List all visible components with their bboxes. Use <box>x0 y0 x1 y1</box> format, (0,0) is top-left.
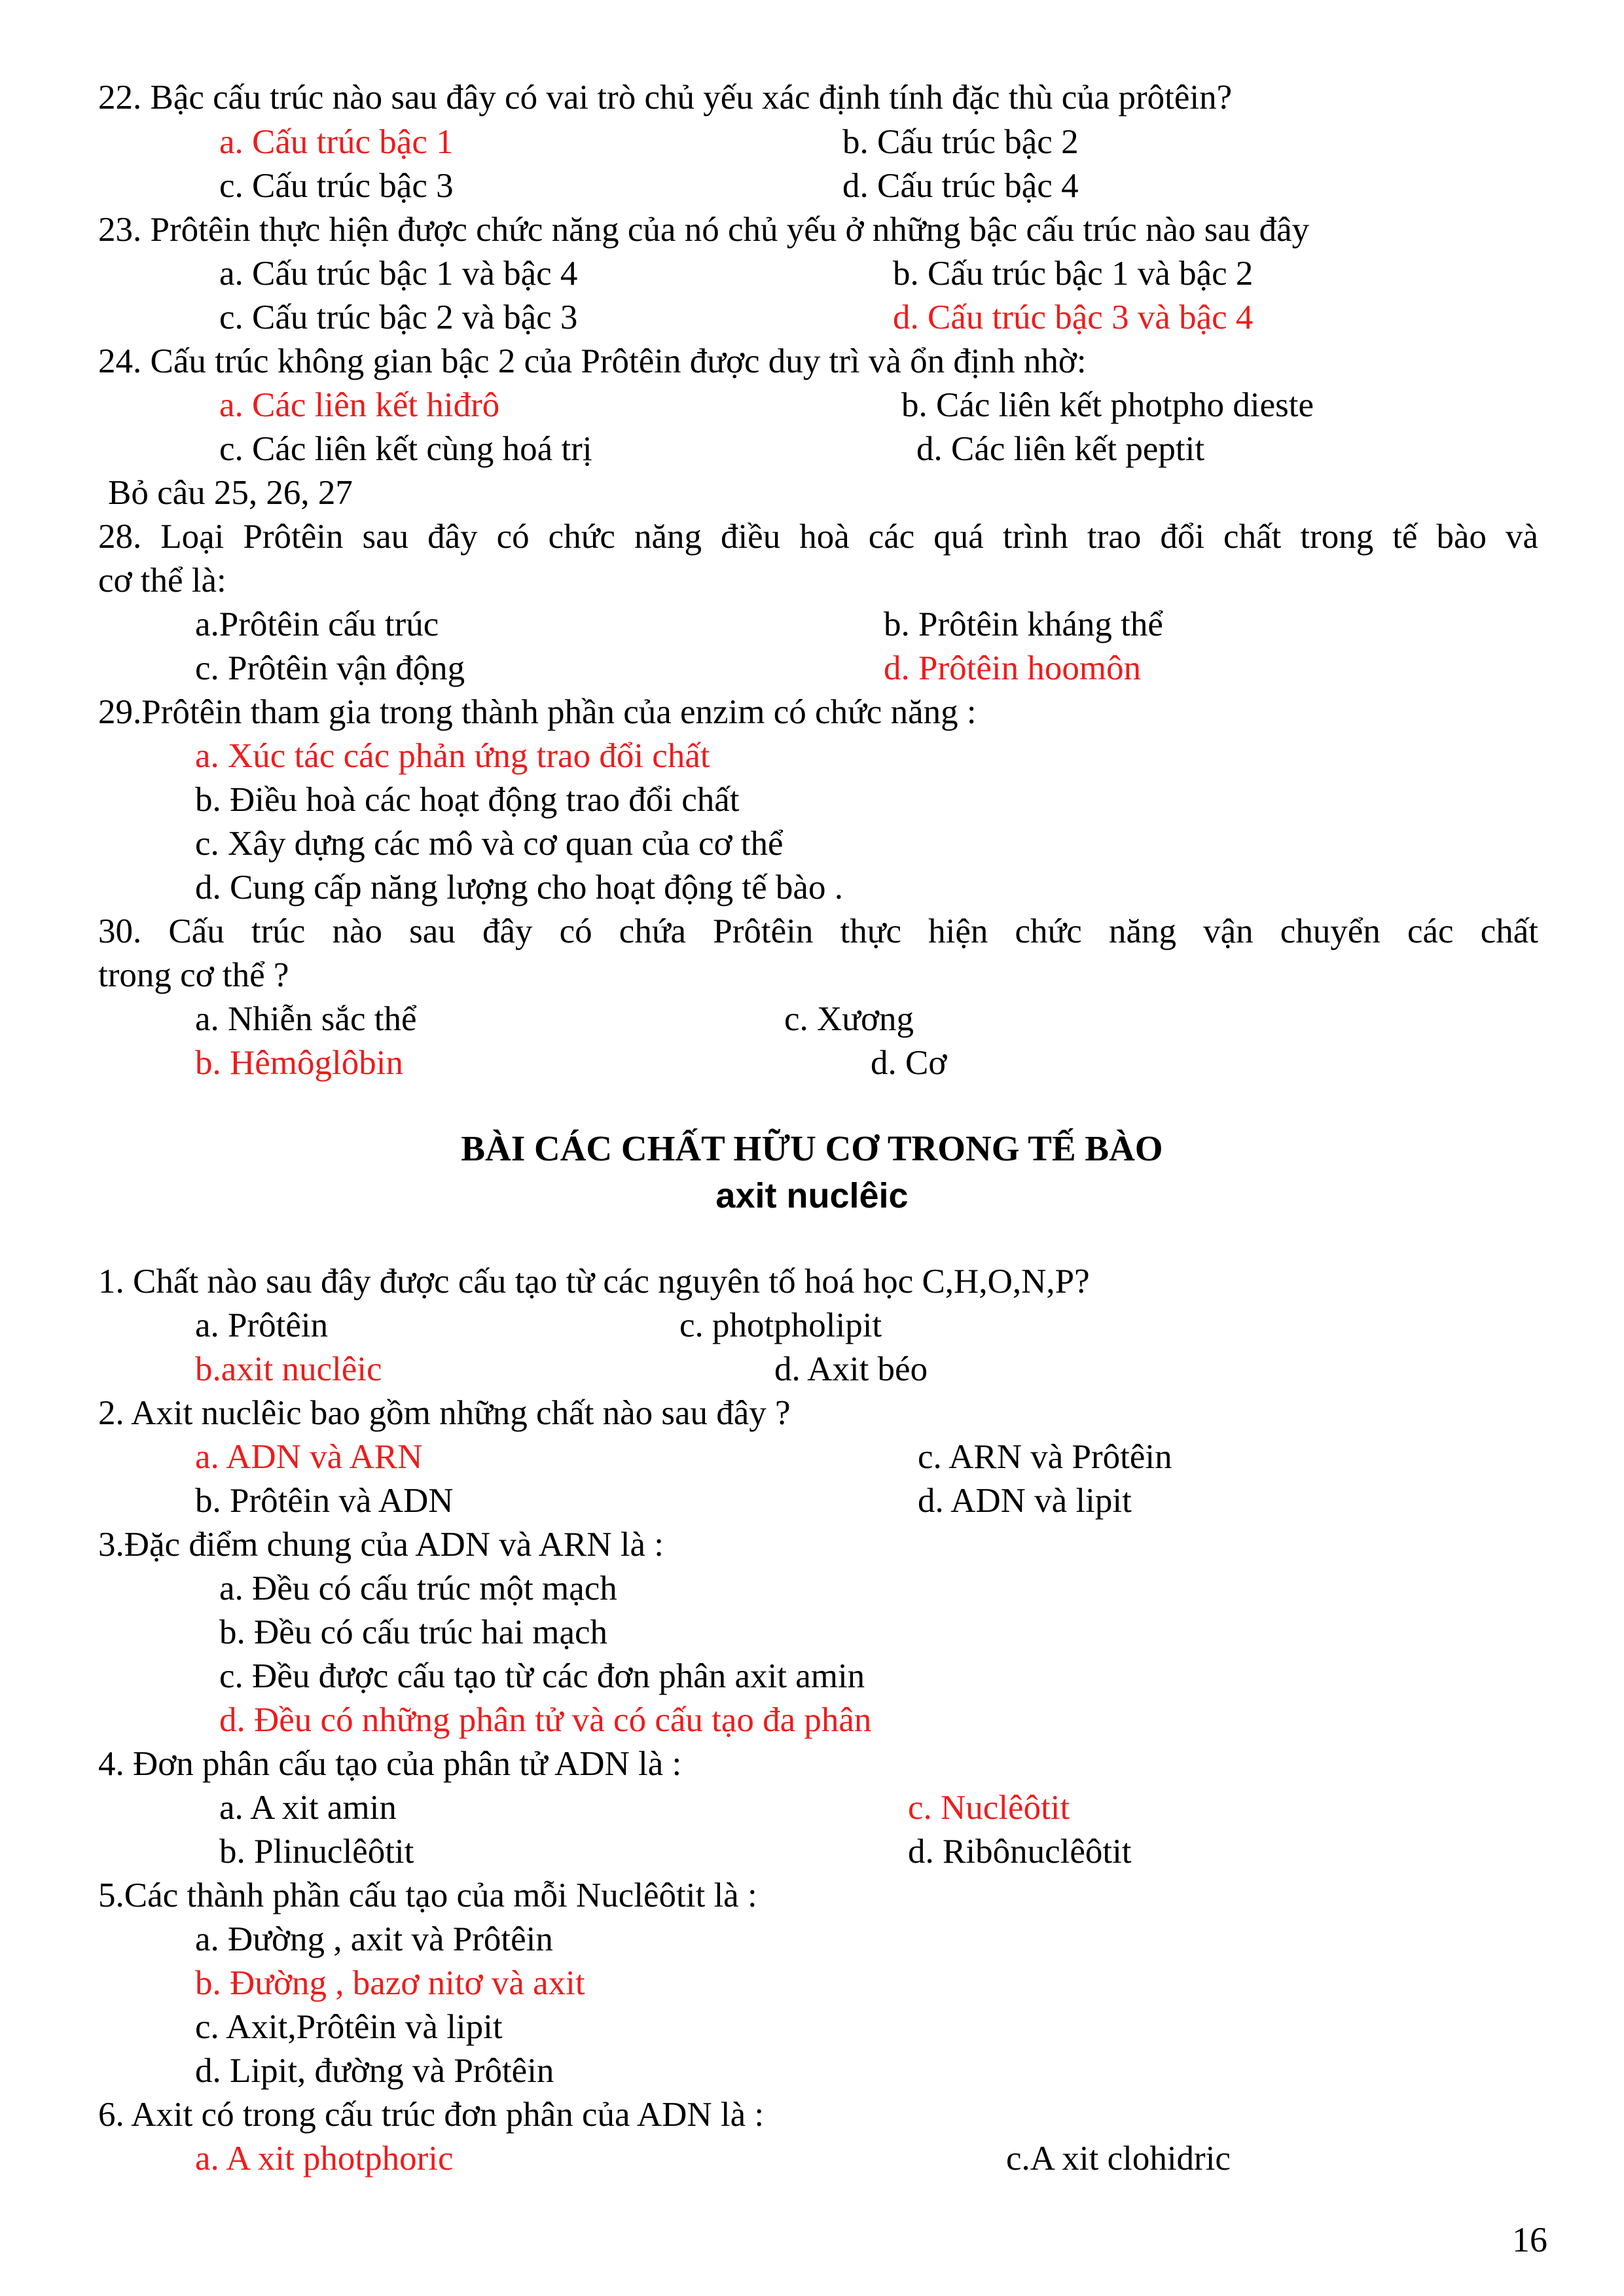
s2-q6-option-c: c.A xit clohidric <box>1006 2140 1231 2178</box>
q24-option-b: b. Các liên kết photpho dieste <box>901 386 1314 424</box>
section-title: BÀI CÁC CHẤT HỮU CƠ TRONG TẾ BÀO <box>461 1128 1163 1168</box>
q23-option-a: a. Cấu trúc bậc 1 và bậc 4 <box>219 255 578 293</box>
q23-option-d: d. Cấu trúc bậc 3 và bậc 4 <box>893 298 1254 336</box>
s2-q4-option-b: b. Plinuclêôtit <box>219 1833 414 1871</box>
q22-option-b: b. Cấu trúc bậc 2 <box>842 123 1079 161</box>
s2-q5-option-b: b. Đường , bazơ nitơ và axit <box>195 1964 585 2002</box>
skip-note: Bỏ câu 25, 26, 27 <box>108 474 353 512</box>
s2-q2-option-b: b. Prôtêin và ADN <box>195 1482 454 1520</box>
q29-option-c: c. Xây dựng các mô và cơ quan của cơ thể <box>195 825 784 863</box>
q24-option-a: a. Các liên kết hiđrô <box>219 386 500 424</box>
s2-q3-option-a: a. Đều có cấu trúc một mạch <box>219 1570 617 1607</box>
q29-option-d: d. Cung cấp năng lượng cho hoạt động tế bào . <box>195 869 843 906</box>
q24-question: 24. Cấu trúc không gian bậc 2 của Prôtêin được duy trì và ổn định nhờ: <box>98 342 1087 380</box>
s2-q3-option-b: b. Đều có cấu trúc hai mạch <box>219 1613 608 1651</box>
s2-q1-option-d: d. Axit béo <box>774 1350 928 1388</box>
q30-option-a: a. Nhiễn sắc thể <box>195 1000 417 1038</box>
s2-q5-question: 5.Các thành phần cấu tạo của mỗi Nuclêôtit là : <box>98 1876 757 1914</box>
q22-question: 22. Bậc cấu trúc nào sau đây có vai trò chủ yếu xác định tính đặc thù của prôtêin? <box>98 79 1233 117</box>
q28-option-d: d. Prôtêin hoomôn <box>884 649 1142 687</box>
q22-option-c: c. Cấu trúc bậc 3 <box>219 167 454 205</box>
s2-q1-option-c: c. photpholipit <box>679 1306 882 1344</box>
s2-q1-option-a: a. Prôtêin <box>195 1306 329 1344</box>
q28-question-line2: cơ thể là: <box>98 562 226 600</box>
q29-option-a: a. Xúc tác các phản ứng trao đổi chất <box>195 737 710 775</box>
q23-question: 23. Prôtêin thực hiện được chức năng của nó chủ yếu ở những bậc cấu trúc nào sau đây <box>98 211 1310 249</box>
q23-option-c: c. Cấu trúc bậc 2 và bậc 3 <box>219 298 578 336</box>
q30-option-b: b. Hêmôglôbin <box>195 1044 403 1082</box>
q29-option-b: b. Điều hoà các hoạt động trao đổi chất <box>195 781 740 819</box>
s2-q2-option-a: a. ADN và ARN <box>195 1438 423 1476</box>
q24-option-d: d. Các liên kết peptit <box>916 430 1205 468</box>
q29-question: 29.Prôtêin tham gia trong thành phần của enzim có chức năng : <box>98 693 977 731</box>
s2-q2-option-c: c. ARN và Prôtêin <box>918 1438 1172 1476</box>
s2-q5-option-d: d. Lipit, đường và Prôtêin <box>195 2052 554 2090</box>
q28-option-a: a.Prôtêin cấu trúc <box>195 605 439 643</box>
q22-option-d: d. Cấu trúc bậc 4 <box>842 167 1079 205</box>
s2-q3-option-d: d. Đều có những phân tử và có cấu tạo đa phân <box>219 1701 872 1739</box>
s2-q2-question: 2. Axit nuclêic bao gồm những chất nào sau đây ? <box>98 1394 791 1432</box>
q30-option-d: d. Cơ <box>871 1044 947 1082</box>
q30-question-line1: 30. Cấu trúc nào sau đây có chứa Prôtêin thực hiện chức năng vận chuyển các chất <box>98 912 1538 950</box>
s2-q4-question: 4. Đơn phân cấu tạo của phân tử ADN là : <box>98 1745 682 1783</box>
s2-q3-question: 3.Đặc điểm chung của ADN và ARN là : <box>98 1526 664 1564</box>
s2-q2-option-d: d. ADN và lipit <box>918 1482 1132 1520</box>
section-subtitle: axit nuclêic <box>715 1176 909 1215</box>
q28-question-line1: 28. Loại Prôtêin sau đây có chức năng điều hoà các quá trình trao đổi chất trong tế bào và <box>98 518 1538 556</box>
q30-option-c: c. Xương <box>784 1000 914 1038</box>
q30-question-line2: trong cơ thể ? <box>98 956 289 994</box>
s2-q6-question: 6. Axit có trong cấu trúc đơn phân của ADN là : <box>98 2096 765 2134</box>
s2-q5-option-a: a. Đường , axit và Prôtêin <box>195 1920 553 1958</box>
s2-q1-question: 1. Chất nào sau đây được cấu tạo từ các nguyên tố hoá học C,H,O,N,P? <box>98 1263 1090 1300</box>
s2-q4-option-d: d. Ribônuclêôtit <box>908 1833 1132 1871</box>
s2-q6-option-a: a. A xit photphoric <box>195 2140 454 2178</box>
q24-option-c: c. Các liên kết cùng hoá trị <box>219 430 592 468</box>
q22-option-a: a. Cấu trúc bậc 1 <box>219 123 454 161</box>
q28-option-c: c. Prôtêin vận động <box>195 649 465 687</box>
q28-option-b: b. Prôtêin kháng thể <box>884 605 1163 643</box>
page-number: 16 <box>1512 2220 1547 2259</box>
s2-q5-option-c: c. Axit,Prôtêin và lipit <box>195 2008 503 2046</box>
s2-q1-option-b: b.axit nuclêic <box>195 1350 382 1388</box>
s2-q4-option-a: a. A xit amin <box>219 1789 397 1827</box>
s2-q3-option-c: c. Đều được cấu tạo từ các đơn phân axit amin <box>219 1657 865 1695</box>
s2-q4-option-c: c. Nuclêôtit <box>908 1789 1070 1827</box>
q23-option-b: b. Cấu trúc bậc 1 và bậc 2 <box>893 255 1254 293</box>
